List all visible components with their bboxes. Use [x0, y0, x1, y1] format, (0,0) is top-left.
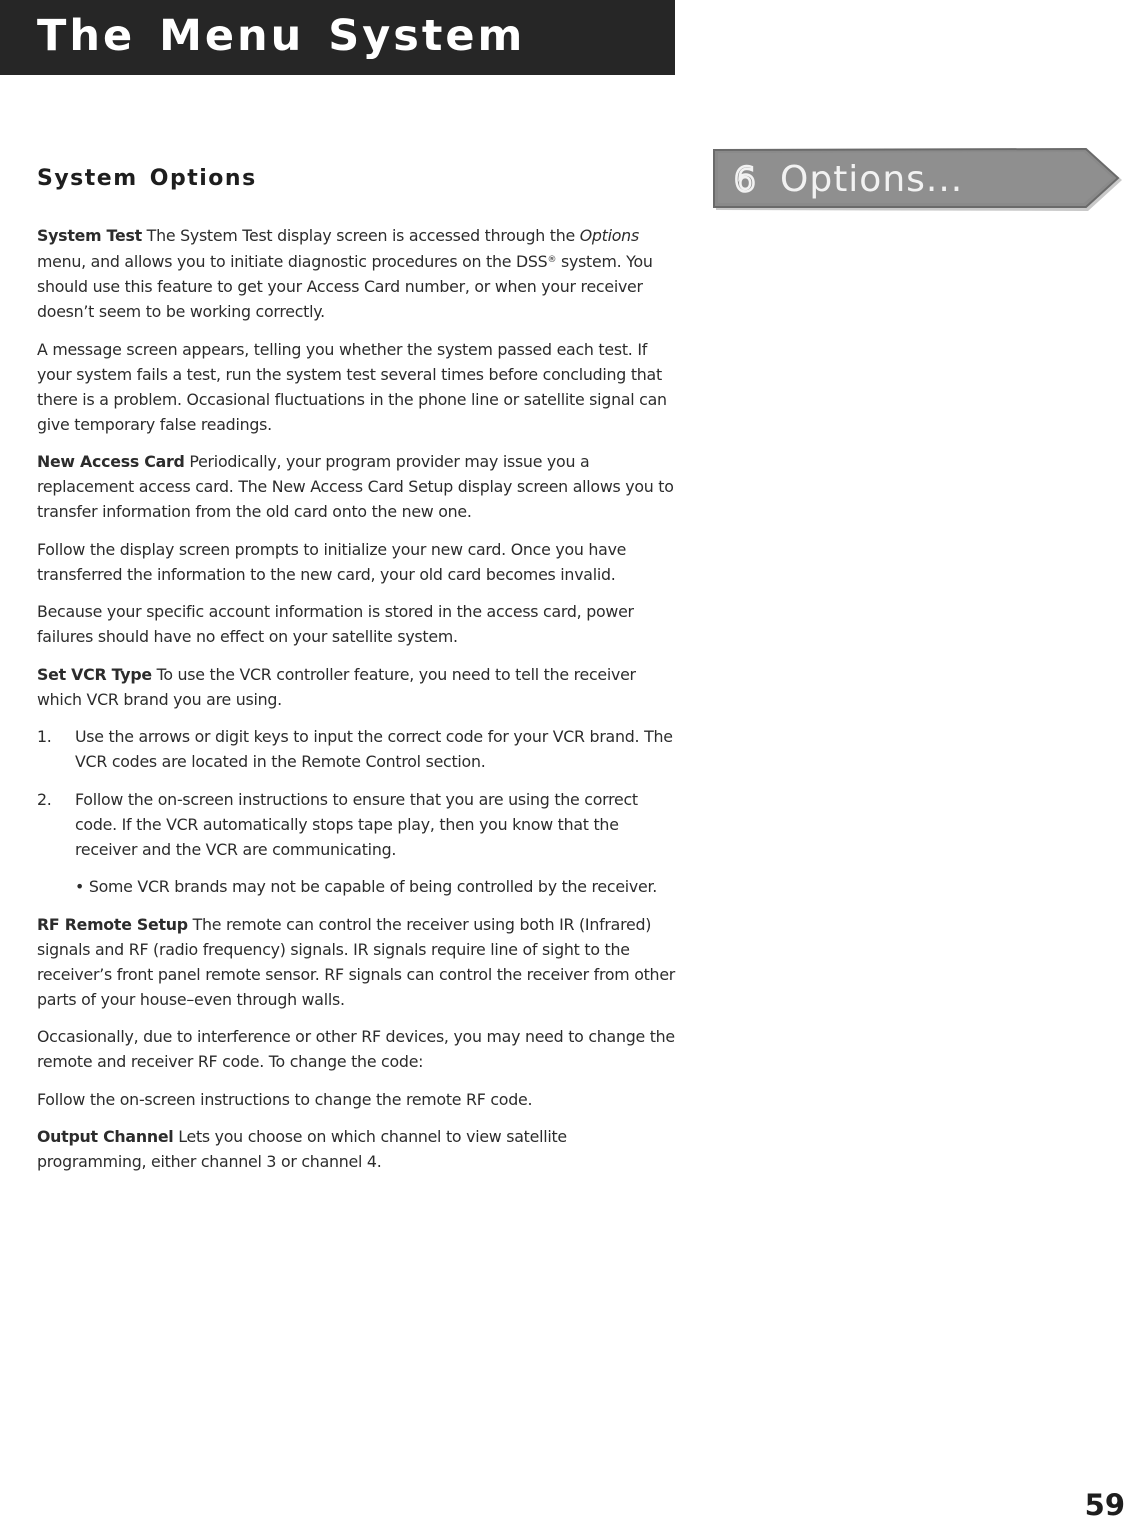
term-new-access-card: New Access Card — [37, 452, 185, 471]
set-vcr-type-text: To use the VCR controller feature, you need to tell the receiver which VCR brand you are using. — [37, 664, 636, 709]
term-set-vcr-type: Set VCR Type — [37, 664, 152, 684]
step-text: Use the arrows or digit keys to input the correct code for your VCR brand. The VCR codes are located in the Remote Control section. — [75, 727, 673, 771]
paragraph-rf-remote-setup — [37, 912, 677, 1012]
term-output-channel: Output Channel — [37, 1127, 174, 1146]
section-title: System Options — [37, 166, 257, 191]
numbered-step-2 — [37, 787, 677, 862]
registered-mark: ® — [547, 255, 557, 265]
page-number: 59 — [1084, 1488, 1125, 1522]
options-italic: Options — [579, 226, 639, 245]
system-test-text-a: The System Test display screen is accessed through the — [141, 226, 580, 245]
options-menu-label: Options... — [780, 159, 964, 200]
paragraph-because: Because your specific account information is stored in the access card, power failures should have no effect on your satellite system. — [37, 602, 634, 646]
main-content — [37, 223, 677, 1187]
paragraph-output-channel — [37, 1124, 677, 1174]
numbered-step-1 — [37, 724, 677, 774]
term-rf-remote-setup: RF Remote Setup — [37, 914, 188, 934]
step-text: Follow the on-screen instructions to ensure that you are using the correct code. If the VCR automatically stops tape play, then you know that the receiver and the VCR are communicating. — [75, 789, 638, 859]
paragraph-message-screen: A message screen appears, telling you whether the system passed each test. If your system fails a test, run the system test several times before concluding that there is a problem. Occasional fluctuations in the phone line or satellite signal can give temporary false readings. — [37, 339, 667, 434]
vcr-note-bullet: • Some VCR brands may not be capable of being controlled by the receiver. — [75, 877, 658, 896]
paragraph-occasionally: Occasionally, due to interference or other RF devices, you may need to change the remote and receiver RF code. To change the code: — [37, 1027, 675, 1071]
paragraph-system-test — [37, 223, 677, 324]
page-header-title: The Menu System — [37, 11, 526, 61]
system-test-text-b: menu, and allows you to initiate diagnostic procedures on the DSS — [37, 252, 548, 271]
options-menu-graphic — [712, 148, 1124, 214]
output-channel-text: Lets you choose on which channel to view satellite programming, either channel 3 or channel 4. — [37, 1127, 567, 1171]
paragraph-follow-rf: Follow the on-screen instructions to change the remote RF code. — [37, 1089, 533, 1109]
paragraph-follow-prompts: Follow the display screen prompts to initialize your new card. Once you have transferred the information to the new card, your old card becomes invalid. — [37, 539, 627, 584]
paragraph-set-vcr-type — [37, 662, 677, 712]
options-menu-number: 6 — [734, 160, 756, 200]
rf-remote-setup-text: The remote can control the receiver using both IR (Infrared) signals and RF (radio frequency) signals. IR signals require line of sight to the receiver’s front panel remote sensor. RF signals can control the receiver from other parts of your house–even through walls. — [37, 914, 676, 1009]
new-access-card-text: Periodically, your program provider may issue you a replacement access card. The New Access Card Setup display screen allows you to transfer information from the old card onto the new one. — [37, 452, 674, 521]
step-number: 2. — [37, 789, 52, 809]
header-bar — [0, 0, 675, 75]
paragraph-new-access-card — [37, 449, 677, 524]
system-test-text-c: system. You should use this feature to get your Access Card number, or when your receiver doesn’t seem to be working correctly. — [37, 252, 653, 321]
step-number: 1. — [37, 727, 52, 746]
term-system-test: System Test — [37, 226, 142, 245]
